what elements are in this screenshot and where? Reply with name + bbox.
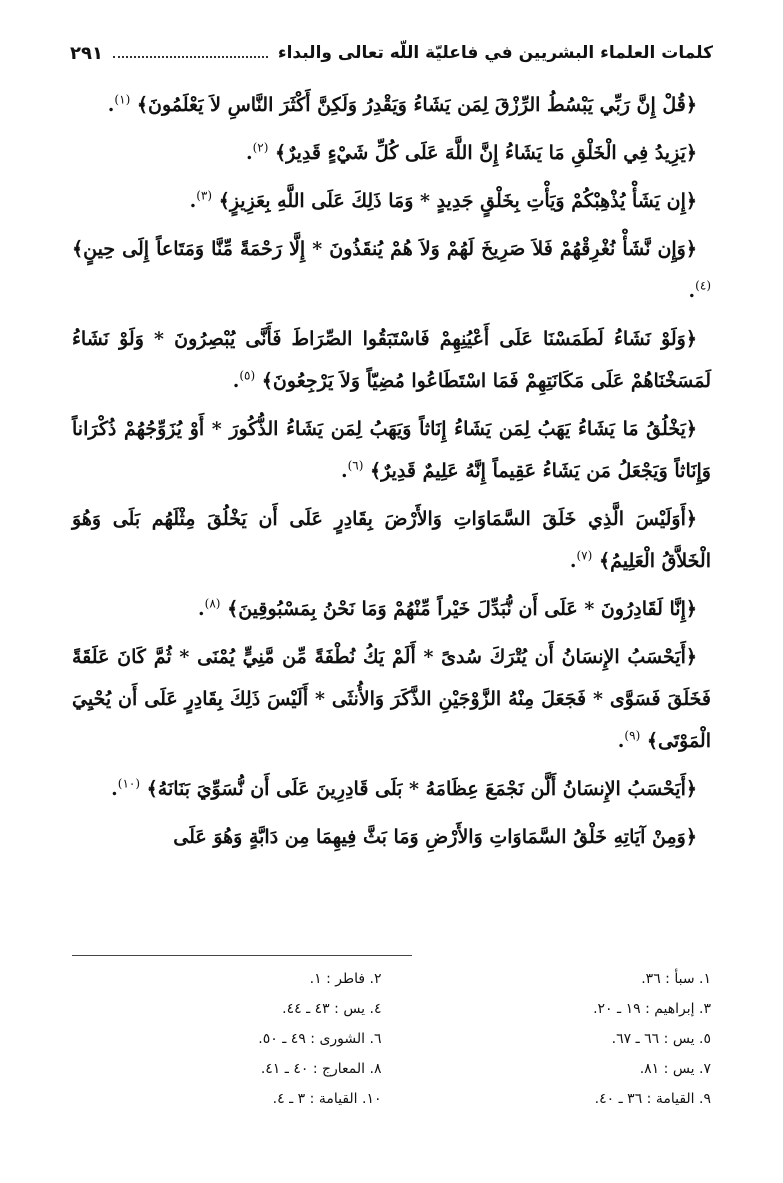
footnote-item: ٢. فاطر : ١. [309,971,382,987]
verse-paragraph [72,768,711,810]
verse-end: . [111,778,118,800]
footnote-ref: (٥) [239,368,256,383]
verse-end: . [617,730,625,752]
footnote-item: ٩. القيامة : ٣٦ ـ ٤٠. [594,1091,711,1107]
footnote-separator [72,955,412,956]
verse-paragraph [72,816,711,858]
verse-text: ﴿يَخْلُقُ مَا يَشَاءُ يَهَبُ لِمَن يَشَاءُ إِنَاثاً وَيَهَبُ لِمَن يَشَاءُ الذُّكُورَ * أَوْ يُزَوِّجُهُمْ ذُكْرَاناً وَإِنَاثاً وَيَجْعَلُ مَن يَشَاءُ عَقِيماً إِنَّهُ عَلِيمٌ قَدِيرٌ﴾ [72,418,711,482]
footnote-item: ٦. الشورى : ٤٩ ـ ٥٠. [258,1031,382,1047]
verse-text: ﴿إِنَّا لَقَادِرُونَ * عَلَى أَن نُّبَدِّلَ خَيْراً مِّنْهُمْ وَمَا نَحْنُ بِمَسْبُوقِينَ﴾ [227,598,697,620]
footnote-ref: (١٠) [117,776,141,791]
verse-paragraph [72,132,711,174]
footnote-item: ٧. يس : ٨١. [639,1061,711,1077]
verse-paragraph [72,180,711,222]
footnote-ref: (٩) [624,728,641,743]
verse-end: . [232,370,240,392]
footnote-item: ٣. إبراهيم : ١٩ ـ ٢٠. [593,1001,711,1017]
verse-text: ﴿يَزِيدُ فِي الْخَلْقِ مَا يَشَاءُ إِنَّ اللَّهَ عَلَى كُلِّ شَيْءٍ قَدِيرٌ﴾ [275,142,697,164]
verse-text: ﴿وَإِن نَّشَأْ نُغْرِقْهُمْ فَلاَ صَرِيخَ لَهُمْ وَلاَ هُمْ يُنقَذُونَ * إِلَّا رَحْمَةً مِّنَّا وَمَتَاعاً إِلَى حِينٍ﴾ [72,238,697,260]
verse-end: . [340,460,348,482]
verse-text: ﴿قُلْ إِنَّ رَبِّي يَبْسُطُ الرِّزْقَ لِمَن يَشَاءُ وَيَقْدِرُ وَلَكِنَّ أَكْثَرَ النَّاسِ لاَ يَعْلَمُونَ﴾ [136,94,697,116]
verse-paragraph [72,636,711,762]
verse-end: . [688,280,696,302]
footnote-ref: (٢) [252,140,269,155]
dotted-leader [113,56,268,58]
verse-paragraph [72,84,711,126]
footnote-item: ٥. يس : ٦٦ ـ ٦٧. [611,1031,711,1047]
footnote-item: ١. سبأ : ٣٦. [641,971,711,987]
footnote-ref: (٤) [695,278,711,293]
footnote-ref: (٧) [576,548,593,563]
verse-text: ﴿أَيَحْسَبُ الإِنسَانُ أَلَّن نَجْمَعَ عِظَامَهُ * بَلَى قَادِرِينَ عَلَى أَن نُّسَوِّيَ بَنَانَهُ﴾ [146,778,697,800]
verse-end: . [569,550,577,572]
verse-paragraph [72,588,711,630]
footnote-ref: (٣) [196,188,213,203]
verse-paragraph [72,498,711,582]
footnote-item: ١٠. القيامة : ٣ ـ ٤. [272,1091,382,1107]
verse-text: ﴿إِن يَشَأْ يُذْهِبْكُمْ وَيَأْتِ بِخَلْقٍ جَدِيدٍ * وَمَا ذَلِكَ عَلَى اللَّهِ بِعَزِيزٍ﴾ [218,190,697,212]
footnote-item: ٤. يس : ٤٣ ـ ٤٤. [282,1001,382,1017]
page-number: ٢٩١ [70,42,103,64]
verse-end: . [198,598,205,620]
verse-text: ﴿وَمِنْ آيَاتِهِ خَلْقُ السَّمَاوَاتِ وَالأَرْضِ وَمَا بَثَّ فِيهِمَا مِن دَابَّةٍ وَهُوَ عَلَى [173,826,697,848]
verse-text: ﴿وَلَوْ نَشَاءُ لَطَمَسْنَا عَلَى أَعْيُنِهِمْ فَاسْتَبَقُوا الصِّرَاطَ فَأَنَّى يُبْصِرُونَ * وَلَوْ نَشَاءُ لَمَسَخْنَاهُمْ عَلَى مَكَانَتِهِمْ فَمَا اسْتَطَاعُوا مُضِيّاً وَلاَ يَرْجِعُونَ﴾ [72,328,711,392]
running-header [70,38,713,68]
verse-text: ﴿أَيَحْسَبُ الإِنسَانُ أَن يُتْرَكَ سُدىً * أَلَمْ يَكُ نُطْفَةً مِّن مَّنِيٍّ يُمْنَى * ثُمَّ كَانَ عَلَقَةً فَخَلَقَ فَسَوَّى * فَجَعَلَ مِنْهُ الزَّوْجَيْنِ الذَّكَرَ وَالأُنثَى * أَلَيْسَ ذَلِكَ بِقَادِرٍ عَلَى أَن يُحْيِيَ الْمَوْتَى﴾ [72,646,711,752]
footnote-ref: (٨) [204,596,221,611]
chapter-title: كلمات العلماء البشريين في فاعليّة اللّه تعالى والبداء [277,43,713,63]
page-body [72,84,711,864]
verse-text: ﴿أَوَلَيْسَ الَّذِي خَلَقَ السَّمَاوَاتِ وَالأَرْضَ بِقَادِرٍ عَلَى أَن يَخْلُقَ مِثْلَهُم بَلَى وَهُوَ الْخَلاَّقُ الْعَلِيمُ﴾ [72,508,711,572]
footnote-ref: (٦) [347,458,364,473]
footnote-ref: (١) [114,92,131,107]
verse-paragraph [72,318,711,402]
verse-paragraph [72,228,711,312]
footnotes [72,965,711,1113]
verse-end: . [107,94,115,116]
verse-end: . [245,142,253,164]
footnote-item: ٨. المعارج : ٤٠ ـ ٤١. [260,1061,382,1077]
verse-paragraph [72,408,711,492]
verse-end: . [189,190,197,212]
